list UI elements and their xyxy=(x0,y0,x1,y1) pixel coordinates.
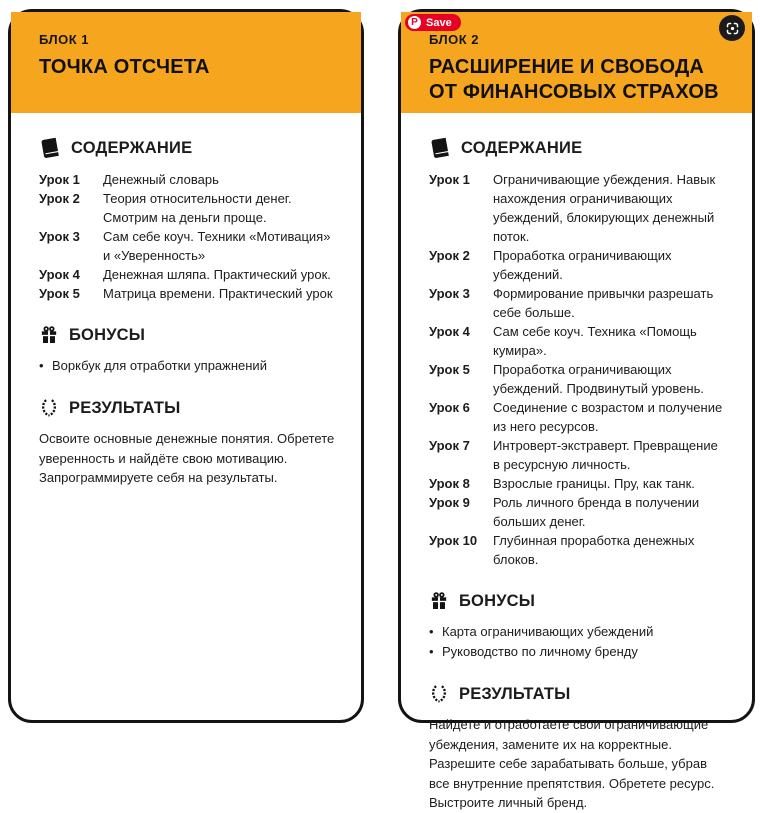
lesson-text: Сам себе коуч. Техника «Помощь кумира». xyxy=(493,324,697,358)
lesson-label: Урок 2 xyxy=(429,248,470,263)
gift-icon xyxy=(429,591,449,611)
save-button[interactable] xyxy=(405,14,461,31)
lesson-row xyxy=(429,360,728,398)
bonus-item: • Воркбук для отработки упражнений xyxy=(39,356,337,376)
lesson-list xyxy=(429,170,728,569)
lesson-text: Матрица времени. Практический урок xyxy=(103,286,333,301)
bonuses-section-heading xyxy=(429,591,728,611)
bonuses-section-heading xyxy=(39,325,337,345)
results-heading-label: РЕЗУЛЬТАТЫ xyxy=(459,684,571,703)
results-section-heading xyxy=(429,684,728,704)
content-heading-label: СОДЕРЖАНИЕ xyxy=(71,138,193,157)
bonus-list xyxy=(39,356,337,376)
lesson-text: Сам себе коуч. Техники «Мотивация» и «Уверенность» xyxy=(103,229,331,263)
lesson-row xyxy=(39,189,337,227)
gift-icon xyxy=(39,325,59,345)
pinterest-icon: P xyxy=(408,16,421,29)
lesson-label: Урок 3 xyxy=(39,229,80,244)
lesson-row xyxy=(429,436,728,474)
book-icon xyxy=(429,137,451,159)
visual-search-icon xyxy=(725,21,740,36)
card-2-body xyxy=(401,137,752,813)
card-title: РАСШИРЕНИЕ И СВОБОДА ОТ ФИНАНСОВЫХ СТРАХОВ xyxy=(429,56,719,103)
lesson-label: Урок 5 xyxy=(429,362,470,377)
block-label: БЛОК 1 xyxy=(39,32,90,47)
content-section-heading xyxy=(429,137,728,159)
card-1-body xyxy=(11,137,361,488)
laurel-icon xyxy=(429,684,449,704)
card-1-header xyxy=(11,12,361,113)
lesson-row xyxy=(429,474,728,493)
lesson-row xyxy=(39,265,337,284)
lesson-row xyxy=(429,531,728,569)
lesson-text: Взрослые границы. Пру, как танк. xyxy=(493,476,695,491)
lesson-row xyxy=(429,284,728,322)
card-block-2 xyxy=(398,9,755,810)
lesson-text: Ограничивающие убеждения. Навык нахождения ограничивающих убеждений, блокирующих денежный поток. xyxy=(493,172,716,244)
lesson-list xyxy=(39,170,337,303)
bonus-item: • Руководство по личному бренду xyxy=(429,642,728,662)
results-text: Найдете и отработаете свои ограничивающие убеждения, замените их на корректные. Разрешите себе зарабатывать больше, убрав все внутренние препятствия. Обретете ресурс. Выстроите личный бренд. xyxy=(429,717,715,810)
bonus-item: • Карта ограничивающих убеждений xyxy=(429,622,728,642)
lesson-text: Интроверт-экстраверт. Превращение в ресурсную личность. xyxy=(493,438,718,472)
lesson-label: Урок 3 xyxy=(429,286,470,301)
content-heading-label: СОДЕРЖАНИЕ xyxy=(461,138,583,157)
lesson-text: Роль личного бренда в получении больших денег. xyxy=(493,495,700,529)
bonuses-heading-label: БОНУСЫ xyxy=(459,591,536,610)
lesson-text: Проработка ограничивающих убеждений. xyxy=(493,248,672,282)
lesson-label: Урок 4 xyxy=(429,324,470,339)
lesson-row xyxy=(429,322,728,360)
lesson-label: Урок 10 xyxy=(429,533,478,548)
lesson-text: Глубинная проработка денежных блоков. xyxy=(493,533,695,567)
lesson-label: Урок 9 xyxy=(429,495,470,510)
results-section-heading xyxy=(39,398,337,418)
lesson-text: Теория относительности денег. Смотрим на деньги проще. xyxy=(103,191,292,225)
block-label: БЛОК 2 xyxy=(429,32,480,47)
lesson-text: Денежная шляпа. Практический урок. xyxy=(103,267,331,282)
lesson-label: Урок 4 xyxy=(39,267,80,282)
results-text: Освоите основные денежные понятия. Обретете уверенность и найдёте свою мотивацию. Запрограммируете себя на результаты. xyxy=(39,431,335,485)
bonuses-heading-label: БОНУСЫ xyxy=(69,325,146,344)
results-heading-label: РЕЗУЛЬТАТЫ xyxy=(69,398,181,417)
lesson-text: Денежный словарь xyxy=(103,172,219,187)
lesson-text: Соединение с возрастом и получение из него ресурсов. xyxy=(493,400,723,434)
lesson-row xyxy=(39,227,337,265)
lesson-row xyxy=(429,398,728,436)
lesson-label: Урок 8 xyxy=(429,476,470,491)
lesson-row xyxy=(429,246,728,284)
lesson-row xyxy=(429,493,728,531)
lesson-label: Урок 5 xyxy=(39,286,80,301)
lesson-label: Урок 2 xyxy=(39,191,80,206)
lesson-text: Формирование привычки разрешать себе больше. xyxy=(493,286,714,320)
lesson-label: Урок 6 xyxy=(429,400,470,415)
card-title: ТОЧКА ОТСЧЕТА xyxy=(39,56,210,78)
lesson-text: Проработка ограничивающих убеждений. Продвинутый уровень. xyxy=(493,362,704,396)
lesson-label: Урок 1 xyxy=(429,172,470,187)
visual-search-button[interactable] xyxy=(719,15,745,41)
lesson-label: Урок 1 xyxy=(39,172,80,187)
card-block-1 xyxy=(8,9,364,723)
content-section-heading xyxy=(39,137,337,159)
book-icon xyxy=(39,137,61,159)
lesson-row xyxy=(39,170,337,189)
lesson-row xyxy=(429,170,728,246)
lesson-row xyxy=(39,284,337,303)
bonus-list xyxy=(429,622,728,662)
laurel-icon xyxy=(39,398,59,418)
save-button-label: Save xyxy=(426,16,452,29)
lesson-label: Урок 7 xyxy=(429,438,470,453)
